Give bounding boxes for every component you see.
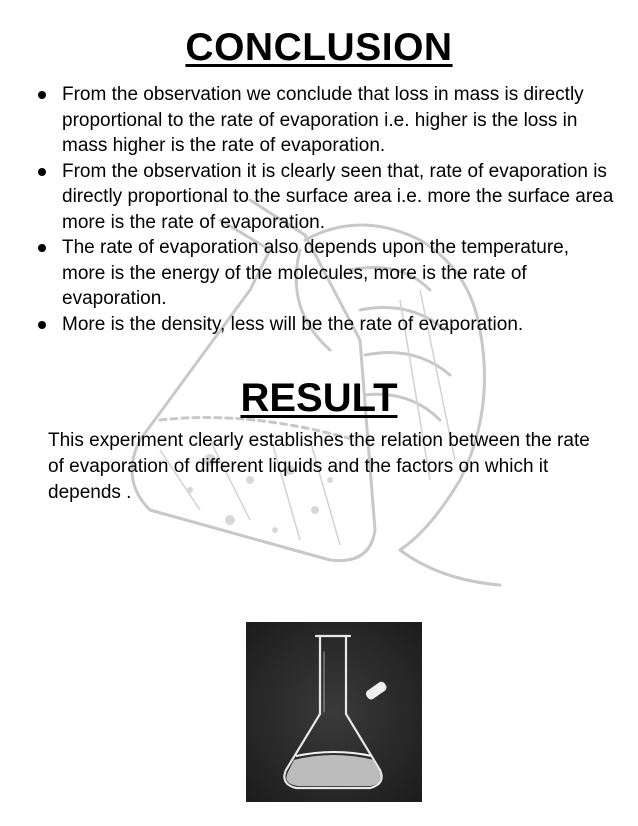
bullet-icon (38, 321, 46, 329)
bullet-icon (38, 91, 46, 99)
conclusion-point: The rate of evaporation also depends upon the temperature, more is the energy of the molecules, more is the rate of evaporation. (62, 237, 570, 309)
list-item (36, 312, 616, 338)
bullet-icon (38, 168, 46, 176)
result-paragraph: This experiment clearly establishes the relation between the rate of evaporation of different liquids and the factors on which it depends . (48, 430, 590, 503)
conclusion-point: From the observation it is clearly seen that, rate of evaporation is directly proportional to the surface area i.e. more the surface area more is the rate of evaporation. (62, 160, 614, 233)
conclusion-point: From the observation we conclude that loss in mass is directly proportional to the rate of evaporation i.e. higher is the loss in mass higher is the rate of evaporation. (62, 84, 584, 156)
list-item (36, 159, 616, 236)
chalk-flask-photo (246, 622, 422, 802)
conclusion-heading: CONCLUSION (185, 26, 453, 69)
list-item (36, 82, 616, 159)
list-item (36, 235, 616, 312)
result-heading: RESULT (240, 376, 398, 420)
conclusion-list (36, 82, 616, 337)
bullet-icon (38, 244, 46, 252)
conclusion-point: More is the density, less will be the rate of evaporation. (62, 313, 524, 335)
flask-chalk-drawing (246, 622, 422, 802)
